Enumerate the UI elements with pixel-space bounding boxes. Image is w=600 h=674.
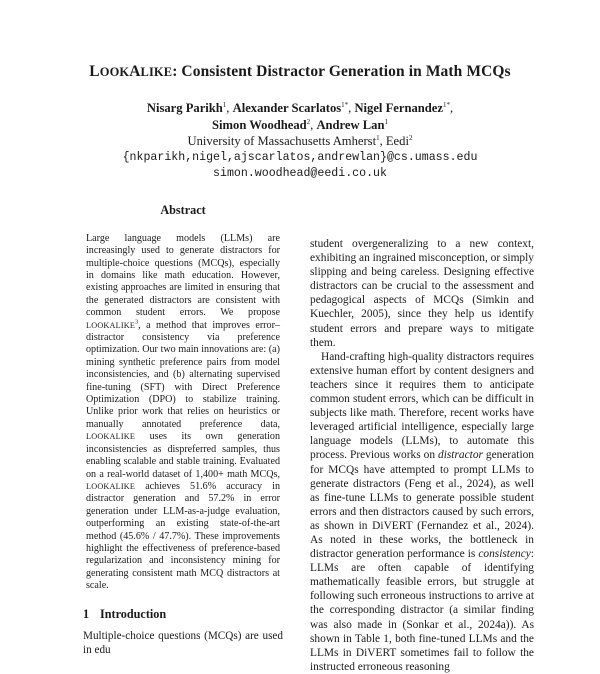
footnote-mark[interactable]: 3 <box>135 319 139 326</box>
paragraph-text: : LLMs are often capable of identifying mathematically feasible errors, but struggle at following such erroneous instructions to arrive at the corresponding distractor (a similar finding was also made in (Sonkar et al., 2024a)). As shown in Table 1, both fine-tuned LLMs and the LLMs in DiVERT sometimes fail to follow the instructed erroneous reasoning <box>310 548 534 673</box>
right-column <box>310 237 534 674</box>
method-name: LOOKALIKE <box>86 481 136 491</box>
affiliation-2: Eedi <box>385 134 409 148</box>
abstract-heading: Abstract <box>160 203 206 217</box>
affiliation-line: University of Massachusetts Amherst$^1$, Eedi$^2$ <box>187 133 413 148</box>
author-line-1: Nisarg Parikh$^1$, Alexander Scarlatos$^{1*}$, Nigel Fernandez$^{1*}$, <box>146 100 454 115</box>
section-title: Introduction <box>100 606 167 621</box>
title-sc-like: LIKE <box>140 65 173 79</box>
emphasis-consistency: consistency <box>478 548 531 561</box>
author-line-2: Simon Woodhead$^2$, Andrew Lan$^1$ <box>212 117 388 132</box>
affiliation-2-sup: 2 <box>408 133 413 142</box>
title-rest: : Consistent Distractor Generation in Math MCQs <box>172 63 511 80</box>
affiliation-1-sup: 1 <box>376 133 380 142</box>
author-name: Simon Woodhead <box>212 117 307 132</box>
author-name: Nisarg Parikh <box>146 101 223 115</box>
author-sup: 1* <box>442 100 450 109</box>
method-name: LOOKALIKE <box>86 320 136 330</box>
abstract-text-4: achieves 51.6% accuracy in distractor generation and 57.2% in error generation under LLM-as-a-judge evaluation, outperforming an existing state-of-the-art method (45.6% / 47.7%). These improvements highlight the effectiveness of preference-based regularization and inconsistency mining for generating consistent math MCQ distractors at scale. <box>86 480 280 592</box>
method-name: LOOKALIKE <box>86 432 136 442</box>
author-name: Nigel Fernandez <box>354 101 443 115</box>
section-heading-introduction <box>83 608 283 622</box>
author-name: Andrew Lan <box>316 117 385 132</box>
paragraph-text: Hand-crafting high-quality distractors requires extensive human effort by content designers and teachers since it requires them to anticipate common student errors, which can be difficult in subjects like math. Therefore, recent works have leveraged artificial intelligence, especially large language models (LLMs), to automate this process. Previous works on <box>310 350 534 462</box>
abstract-body <box>83 233 283 593</box>
emphasis-distractor: distractor <box>438 449 483 462</box>
author-sup: 1 <box>222 100 227 109</box>
author-sup: 1* <box>341 100 349 109</box>
email-line-1[interactable]: {nkparikh,nigel,ajscarlatos,andrewlan}@cs.umass.edu <box>122 150 478 164</box>
left-column <box>83 203 283 657</box>
abstract-text-2: , a method that improves error–distractor consistency via preference optimization. Our two main innovations are: (a) mining synthetic preference pairs from model inconsistencies, and (b) alternating supervised fine-tuning (SFT) with Direct Preference Optimization (DPO) to stabilize training. Unlike prior work that relies on heuristics or manually annotated preference data, <box>86 319 280 430</box>
abstract-text-3: uses its own generation inconsistencies as dispreferred samples, thus enabling scalable and stable training. Evaluated on a real-world dataset of 1,400+ math MCQs, <box>86 431 280 480</box>
right-paragraph-1: student overgeneralizing to a new context, exhibiting an ingrained misconception, or simply slipping and being careless. Designing effective distractors can be crucial to the assessment and pedagogical aspects of MCQs (Simkin and Kuechler, 2005), since they help us identify student errors and prepare ways to mitigate them. <box>310 238 534 349</box>
section-number: 1 <box>83 606 90 621</box>
author-sup: 1 <box>384 117 388 126</box>
title-sc-l: L <box>89 63 100 80</box>
abstract-text-1: Large language models (LLMs) are increasingly used to generate distractors for multiple-choice questions (MCQs), especially in domains like math education. However, existing approaches are limited in ensuring that the generated distractors are consistent with common student errors. We propose <box>86 232 280 319</box>
email-line-2[interactable]: simon.woodhead@eedi.co.uk <box>213 167 387 180</box>
paragraph-text: generation for MCQs have attempted to prompt LLMs to generate distractors (Feng et al., 2024), as well as fine-tune LLMs to generate possible student errors and then distractors caused by such errors, as shown in DiVERT (Fernandez et al., 2024). As noted in these works, the bottleneck in distractor generation performance is <box>310 449 534 561</box>
title-sc-a: A <box>129 63 141 80</box>
author-name: Alexander Scarlatos <box>232 101 342 115</box>
affiliation-1: University of Massachusetts Amherst <box>187 134 377 148</box>
paper-title <box>0 63 600 81</box>
introduction-first-line: Multiple-choice questions (MCQs) are used in edu <box>83 630 283 657</box>
right-paragraph-2 <box>310 350 534 674</box>
author-sup: 2 <box>306 117 311 126</box>
author-block <box>0 100 600 183</box>
title-sc-ook: OOK <box>99 65 130 79</box>
